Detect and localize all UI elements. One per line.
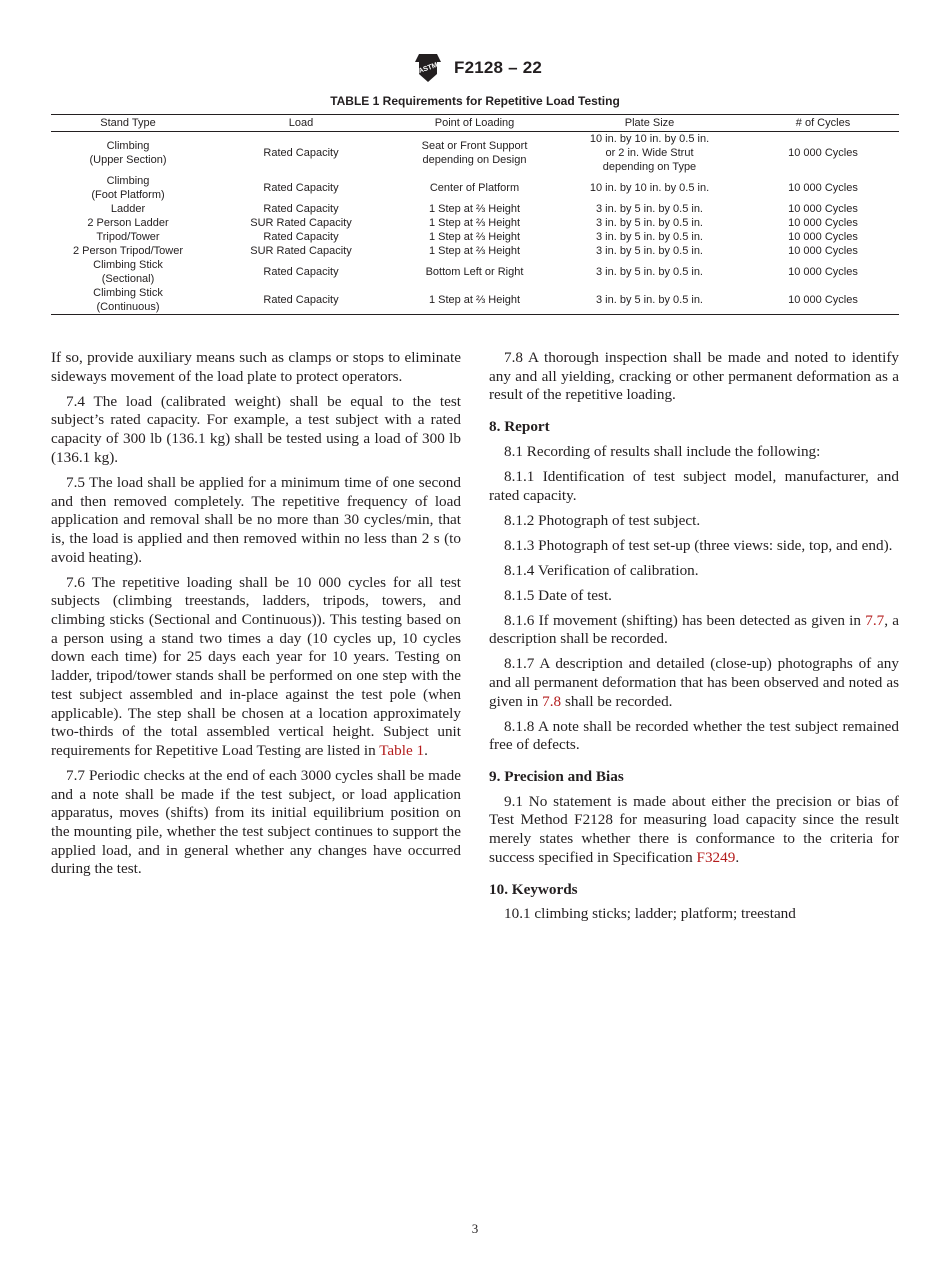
paragraph-8-1-6 — [489, 612, 899, 649]
paragraph-7-5: 7.5 The load shall be applied for a minimum time of one second and then removed completely. The repetitive frequency of load application and removal shall be no more than 30 cycles/min, that is, the load is applied and then removed within no less than 2 s (to avoid heating). — [51, 473, 461, 566]
paragraph-8-1: 8.1 Recording of results shall include the following: — [504, 442, 821, 460]
column-header: Stand Type — [100, 117, 156, 129]
requirements-table — [51, 114, 899, 315]
paragraph-8-1-6-end: , a description shall be recorded. — [489, 611, 899, 648]
page-number: 3 — [471, 1221, 479, 1236]
f3249-link[interactable]: F3249 — [696, 848, 736, 866]
table-cell: 3 in. by 5 in. by 0.5 in. — [595, 231, 703, 243]
table-cell: 3 in. by 5 in. by 0.5 in. — [595, 294, 703, 306]
column-header: Point of Loading — [434, 117, 515, 129]
table-row — [51, 132, 899, 175]
paragraph-8-1-7-text: 8.1.7 A description and detailed (close-up) photographs of any and all permanent deformation that has been observed and noted as given in — [489, 655, 899, 710]
table-row — [51, 258, 899, 286]
table-header-row — [51, 115, 899, 132]
column-header: # of Cycles — [795, 117, 851, 129]
table-title: TABLE 1 Requirements for Repetitive Load Testing — [330, 94, 620, 108]
section-7-7-link[interactable]: 7.7 — [865, 611, 885, 629]
document-designation: F2128 – 22 — [454, 58, 543, 77]
table-cell: Climbing (Upper Section) — [89, 140, 167, 166]
table-cell: 10 000 Cycles — [788, 147, 858, 159]
section-heading-report: 8. Report — [489, 418, 550, 436]
table-cell: 2 Person Tripod/Tower — [72, 245, 184, 257]
table-cell: 1 Step at ⅔ Height — [428, 231, 521, 243]
page-header — [0, 52, 950, 86]
section-7-8-link[interactable]: 7.8 — [542, 692, 562, 710]
table-cell: 3 in. by 5 in. by 0.5 in. — [595, 217, 703, 229]
table-cell: 10 000 Cycles — [788, 294, 858, 306]
column-header: Load — [288, 117, 314, 129]
paragraph-8-1-7 — [489, 655, 899, 711]
table-cell: 10 in. by 10 in. by 0.5 in. or 2 in. Wide Strut depending on Type — [589, 133, 710, 173]
table-cell: 10 000 Cycles — [788, 182, 858, 194]
table-cell: Rated Capacity — [263, 203, 339, 215]
table-row — [51, 244, 899, 258]
table-cell: 10 in. by 10 in. by 0.5 in. — [589, 182, 710, 194]
table-cell: 3 in. by 5 in. by 0.5 in. — [595, 266, 703, 278]
paragraph-7-6 — [51, 574, 461, 761]
paragraph-7-6-end: . — [424, 741, 428, 759]
table-row — [51, 202, 899, 216]
table-cell: 3 in. by 5 in. by 0.5 in. — [595, 245, 703, 257]
table-cell: 1 Step at ⅔ Height — [428, 203, 521, 215]
section-heading-precision: 9. Precision and Bias — [489, 768, 624, 786]
table-cell: Rated Capacity — [263, 182, 339, 194]
table-cell: Rated Capacity — [263, 147, 339, 159]
paragraph-7-7: 7.7 Periodic checks at the end of each 3000 cycles shall be made and a note shall be made if the test subject, or load application apparatus, moves (shifts) from its initial equilibrium position on the mounting pile, whether the test subject continues to support the applied load, and in general whether any changes have occurred during the test. — [51, 766, 461, 878]
paragraph-7-6-text: 7.6 The repetitive loading shall be 10 000 cycles for all test subjects (climbing treestands, ladders, tripods, towers, and climbing sticks (Sectional and Continuous)). This testing based on a person using a stand two times a day (10 cycles up, 10 cycles down each time) for 25 days each year for 10 years. Testing on ladder, tripod/tower stands shall be performed on one step with the test subject assembled and in-place against the test pole (when applicable). The step shall be chosen at a location approximately two-thirds of the total assembled vertical height. Subject unit requirements for Repetitive Load Testing are listed in — [51, 573, 461, 759]
table-cell: SUR Rated Capacity — [250, 245, 352, 257]
table-cell: Climbing Stick (Continuous) — [93, 287, 163, 313]
table-cell: 1 Step at ⅔ Height — [428, 294, 521, 306]
table-cell: Rated Capacity — [263, 266, 339, 278]
paragraph-9-1-text: 9.1 No statement is made about either the precision or bias of Test Method F2128 for measuring load capacity since the result merely states whether there is conformance to the criteria for success specified in Specification — [489, 792, 899, 866]
table-cell: Ladder — [110, 203, 146, 215]
table-cell: 1 Step at ⅔ Height — [428, 217, 521, 229]
paragraph-continued: If so, provide auxiliary means such as clamps or stops to eliminate sideways movement of the load plate to protect operators. — [51, 349, 461, 385]
paragraph-9-1-end: . — [735, 848, 740, 866]
astm-logo-icon — [409, 52, 447, 84]
paragraph-8-1-7-end: shall be recorded. — [561, 692, 673, 710]
table-row — [51, 286, 899, 315]
logo-text: ASTM — [417, 61, 439, 76]
paragraph-8-1-3: 8.1.3 Photograph of test set-up (three views: side, top, and end). — [504, 536, 893, 554]
table-cell: Bottom Left or Right — [425, 266, 524, 278]
paragraph-8-1-6-text: 8.1.6 If movement (shifting) has been detected as given in — [504, 611, 866, 629]
right-column — [489, 349, 899, 930]
table-cell: 10 000 Cycles — [788, 203, 858, 215]
table-cell: Rated Capacity — [263, 294, 339, 306]
paragraph-9-1 — [489, 793, 899, 868]
paragraph-8-1-5: 8.1.5 Date of test. — [504, 586, 612, 604]
table-cell: 10 000 Cycles — [788, 245, 858, 257]
column-header: Plate Size — [624, 117, 675, 129]
table-row — [51, 230, 899, 244]
table-cell: SUR Rated Capacity — [250, 217, 352, 229]
table-cell: Center of Platform — [429, 182, 520, 194]
table-cell: Tripod/Tower — [96, 231, 160, 243]
paragraph-8-1-8: 8.1.8 A note shall be recorded whether the test subject remained free of defects. — [489, 717, 899, 754]
table-1-link[interactable]: Table 1 — [379, 741, 425, 759]
table-cell: Climbing (Foot Platform) — [91, 175, 165, 201]
table-cell: 1 Step at ⅔ Height — [428, 245, 521, 257]
table-cell: Climbing Stick (Sectional) — [93, 259, 163, 285]
table-cell: 10 000 Cycles — [788, 266, 858, 278]
table-cell: Rated Capacity — [263, 231, 339, 243]
paragraph-7-8: 7.8 A thorough inspection shall be made and noted to identify any and all yielding, cracking or other permanent deformation as a result of the repetitive loading. — [489, 349, 899, 404]
table-cell: 2 Person Ladder — [87, 217, 169, 229]
section-heading-keywords: 10. Keywords — [489, 880, 578, 898]
table-row — [51, 216, 899, 230]
table-cell: 10 000 Cycles — [788, 231, 858, 243]
paragraph-8-1-2: 8.1.2 Photograph of test subject. — [504, 511, 701, 529]
table-cell: 10 000 Cycles — [788, 217, 858, 229]
paragraph-8-1-4: 8.1.4 Verification of calibration. — [504, 561, 699, 579]
paragraph-7-4: 7.4 The load (calibrated weight) shall be equal to the test subject’s rated capacity. For example, a test subject with a rated capacity of 300 lb (136.1 kg) shall be tested using a load of 300 lb (136.1 kg). — [51, 392, 461, 466]
paragraph-10-1: 10.1 climbing sticks; ladder; platform; treestand — [504, 905, 796, 923]
table-cell: 3 in. by 5 in. by 0.5 in. — [595, 203, 703, 215]
table-row — [51, 174, 899, 202]
left-column — [51, 349, 461, 885]
paragraph-8-1-1: 8.1.1 Identification of test subject model, manufacturer, and rated capacity. — [489, 467, 899, 504]
table-cell: Seat or Front Support depending on Design — [421, 140, 528, 166]
